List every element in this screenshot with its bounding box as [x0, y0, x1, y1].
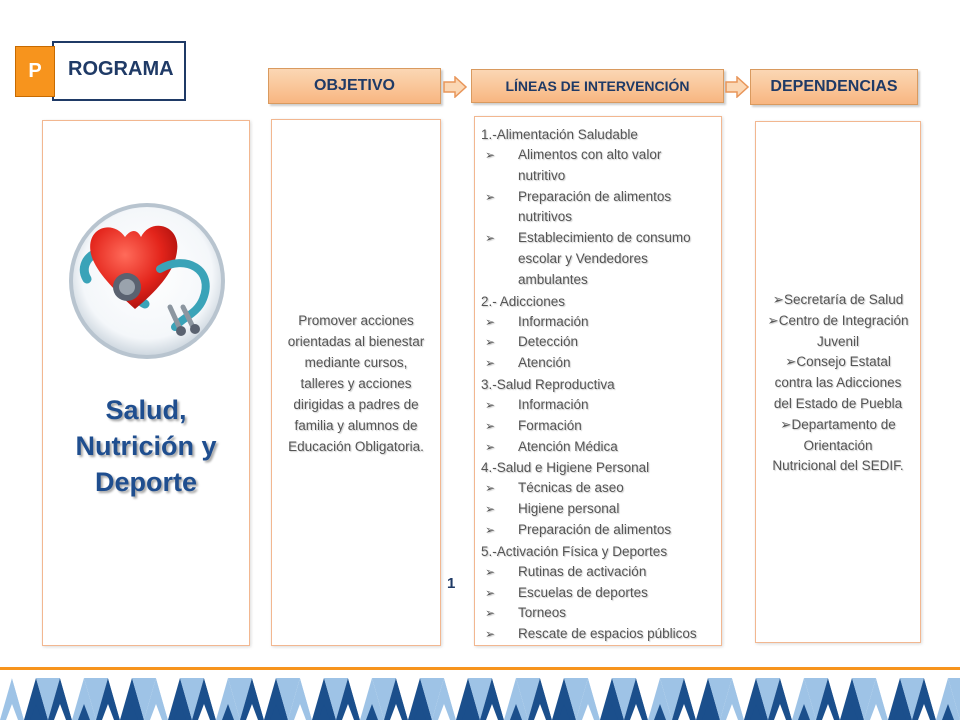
- program-title-line: Nutrición y: [75, 431, 217, 461]
- list-item: ➢ Atención: [481, 353, 717, 374]
- list-item: ➢ Escuelas de deportes: [481, 583, 717, 604]
- arrow-bullet-icon: ➢: [485, 418, 496, 433]
- lineas-header: LÍNEAS DE INTERVENCIÓN: [471, 69, 724, 103]
- arrow-bullet-icon: ➢: [485, 481, 496, 496]
- arrow-bullet-icon: ➢: [485, 439, 496, 454]
- arrow-bullet-icon: ➢: [485, 627, 496, 642]
- list-item: ➢ Torneos: [481, 603, 717, 624]
- list-item: ➢ Establecimiento de consumo escolar y Vendedores ambulantes: [485, 230, 691, 287]
- list-item: ➢ Preparación de alimentos: [481, 520, 717, 541]
- list-item: ➢ Alimentos con alto valor nutritivo: [485, 147, 662, 183]
- dependency-line: ➢Centro de Integración: [767, 312, 909, 328]
- dependency-line: Orientación: [803, 437, 873, 453]
- page-number: 1: [447, 575, 456, 592]
- arrow-bullet-icon: ➢: [485, 606, 496, 621]
- dependency-line: contra las Adicciones: [774, 375, 902, 391]
- list-item: ➢ Preparación de alimentos nutritivos: [485, 188, 672, 225]
- intervention-group-title: 5.-Activación Física y Deportes: [481, 543, 668, 559]
- intervention-group-title: 1.-Alimentación Saludable: [481, 127, 638, 142]
- objetivo-header: OBJETIVO: [268, 68, 441, 104]
- arrow-bullet-icon: ➢: [485, 356, 496, 371]
- list-item: ➢ Formación: [481, 416, 717, 437]
- list-item: ➢ Detección: [481, 332, 717, 353]
- objective-line: Promover acciones: [298, 313, 414, 328]
- list-item: ➢ Atención Médica: [481, 437, 717, 458]
- intervention-group-title: 4.-Salud e Higiene Personal: [481, 460, 650, 476]
- dependency-line: Juvenil: [816, 333, 860, 349]
- intervention-group-title: 2.- Adicciones: [481, 293, 566, 309]
- intervention-group-title: 3.-Salud Reproductiva: [481, 376, 615, 392]
- footer-pattern: [0, 670, 960, 720]
- arrow-right-icon: [725, 76, 749, 98]
- dependencies-text: [760, 290, 916, 477]
- objective-text: [276, 310, 436, 457]
- program-title: [44, 392, 248, 500]
- list-item: ➢ Información: [481, 395, 717, 416]
- list-item: ➢ Rutinas de activación: [481, 562, 717, 583]
- program-letter-badge: P: [15, 46, 55, 97]
- dependency-line: ➢Departamento de: [780, 416, 896, 432]
- list-item: ➢ Rescate de espacios públicos: [481, 624, 717, 645]
- dependencias-header: DEPENDENCIAS: [750, 69, 918, 105]
- arrow-bullet-icon: ➢: [485, 502, 496, 517]
- list-item: ➢ Técnicas de aseo: [481, 478, 717, 499]
- objective-line: dirigidas a padres de: [293, 397, 419, 412]
- footer-triangle-pattern: [0, 670, 960, 720]
- program-label: ROGRAMA: [68, 58, 174, 80]
- list-item: ➢ Información: [481, 312, 717, 333]
- arrow-bullet-icon: ➢: [485, 231, 496, 246]
- program-title-line: Deporte: [94, 467, 197, 497]
- dependency-line: ➢Consejo Estatal: [785, 354, 891, 370]
- objective-line: mediante cursos,: [304, 355, 408, 370]
- objective-line: Educación Obligatoria.: [288, 439, 424, 454]
- arrow-bullet-icon: ➢: [485, 314, 496, 329]
- heart-stethoscope-icon: [65, 199, 229, 363]
- arrow-bullet-icon: ➢: [485, 335, 496, 350]
- arrow-bullet-icon: ➢: [485, 148, 496, 162]
- arrow-bullet-icon: ➢: [485, 397, 496, 412]
- dependency-line: Nutricional del SEDIF.: [772, 458, 904, 474]
- arrow-bullet-icon: ➢: [485, 522, 496, 537]
- arrow-bullet-icon: ➢: [485, 585, 496, 600]
- objective-line: talleres y acciones: [300, 376, 412, 391]
- dependency-line: del Estado de Puebla: [773, 395, 903, 411]
- objective-line: orientadas al bienestar: [287, 334, 425, 349]
- list-item: ➢ Higiene personal: [481, 499, 717, 520]
- arrow-bullet-icon: ➢: [485, 189, 496, 204]
- arrow-right-icon: [443, 76, 467, 98]
- objective-line: familia y alumnos de: [294, 418, 418, 433]
- dependency-line: ➢Secretaría de Salud: [772, 292, 904, 307]
- program-title-line: Salud,: [105, 395, 187, 425]
- arrow-bullet-icon: ➢: [485, 564, 496, 579]
- intervention-lines-list: [481, 124, 717, 645]
